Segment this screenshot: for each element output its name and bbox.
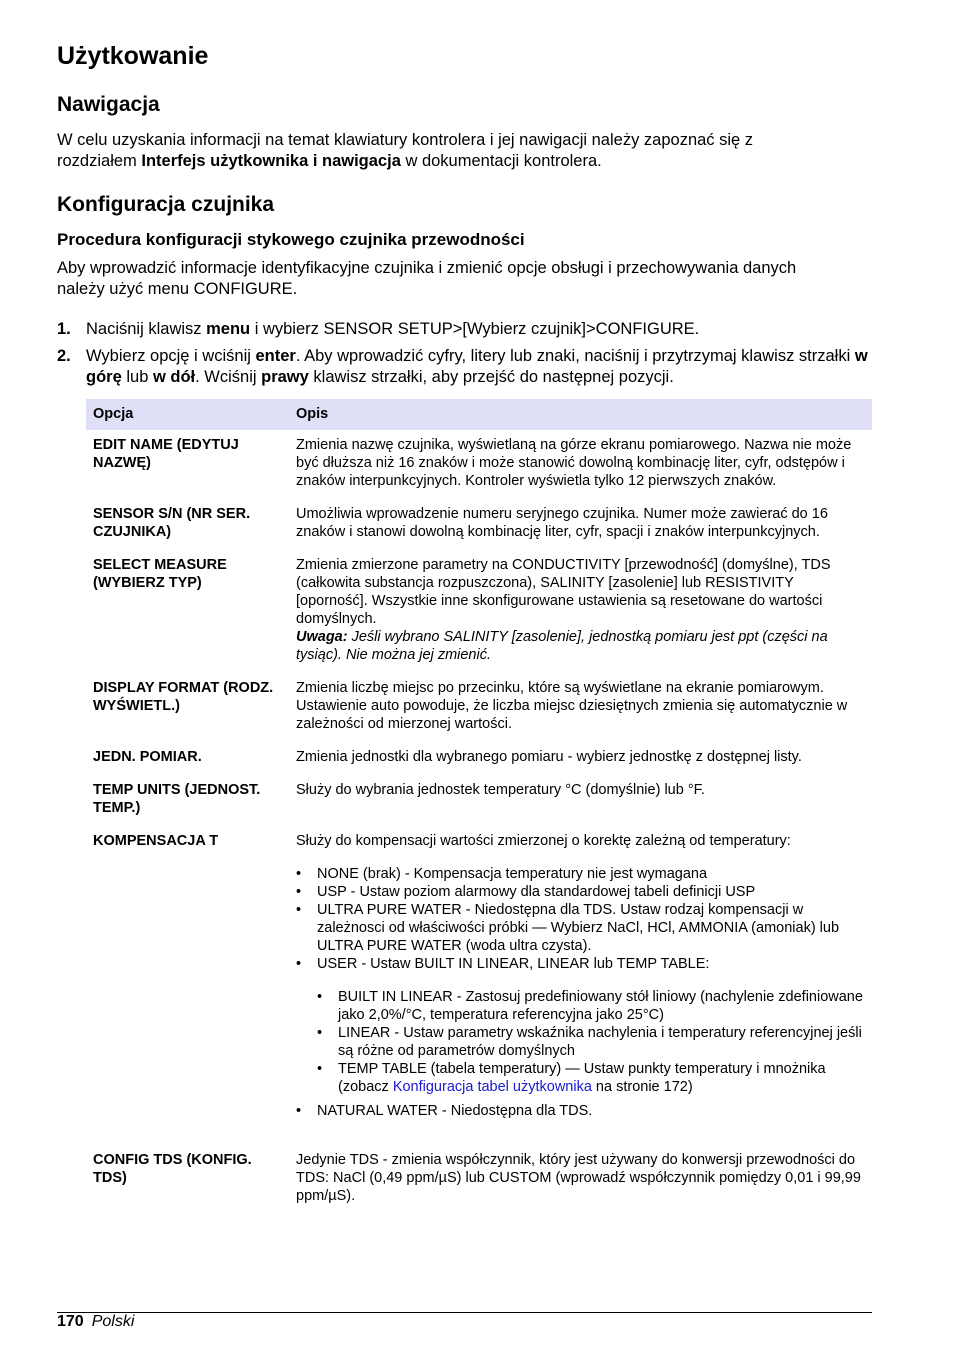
option-description: Służy do wybrania jednostek temperatury °C (domyślnie) lub °F.: [296, 782, 705, 798]
bullet-icon: •: [296, 1103, 302, 1119]
list-item: [296, 865, 865, 883]
step-text-part: Wybierz opcję i wciśnij: [86, 347, 256, 365]
step-number: 2.: [57, 347, 71, 365]
list-item: [296, 901, 865, 955]
page-footer: [57, 1313, 134, 1331]
bullet-list: [296, 865, 865, 1120]
bullet-icon: •: [296, 902, 302, 918]
config-intro-paragraph: Aby wprowadzić informacje identyfikacyjne czujnika i zmienić opcje obsługi i przechowywania danych należy użyć menu CONFIGURE.: [57, 259, 797, 298]
step-text-part: Naciśnij klawisz: [86, 320, 207, 338]
table-row: [86, 430, 872, 499]
sub-list-item: [317, 1024, 865, 1060]
option-description: Służy do kompensacji wartości zmierzonej o korektę zależną od temperatury:: [296, 833, 791, 849]
list-item: [296, 955, 865, 1096]
page-number: 170: [57, 1313, 84, 1330]
option-name: JEDN. POMIAR.: [93, 749, 202, 765]
list-item-text: TEMP TABLE (tabela temperatury) — Ustaw punkty temperatury i mnożnika (zobacz: [338, 1061, 826, 1095]
list-item-text: USER - Ustaw BUILT IN LINEAR, LINEAR lub TEMP TABLE:: [317, 956, 710, 972]
navigation-text-bold: Interfejs użytkownika i nawigacja: [141, 152, 401, 170]
step-text-part: . Wciśnij: [195, 368, 262, 386]
step-key-enter: enter: [255, 347, 296, 365]
list-item: [296, 1102, 865, 1120]
subsection-heading-procedure: Procedura konfiguracji stykowego czujnika przewodności: [57, 230, 525, 249]
sub-list-item: [317, 1060, 865, 1096]
step-text-part: i wybierz SENSOR SETUP>[Wybierz czujnik]>CONFIGURE.: [250, 320, 700, 338]
option-name: KOMPENSACJA T: [93, 833, 219, 849]
spacer: [296, 1120, 865, 1136]
table-row: [86, 826, 872, 1145]
step-key-up: w górę: [86, 347, 868, 386]
list-item-text: BUILT IN LINEAR - Zastosuj predefiniowany stół liniowy (nachylenie zdefiniowane jako 2,0%/°C, temperatura referencyjna jako 25°C): [338, 989, 863, 1023]
option-name: EDIT NAME (EDYTUJ NAZWĘ): [93, 437, 239, 471]
option-description: Zmienia jednostki dla wybranego pomiaru - wybierz jednostkę z dostępnej listy.: [296, 749, 802, 765]
bullet-icon: •: [296, 884, 302, 900]
footer-divider: [57, 1312, 872, 1313]
sub-bullet-list: [317, 988, 865, 1096]
step-text: [86, 346, 872, 388]
option-description: Zmienia nazwę czujnika, wyświetlaną na górze ekranu pomiarowego. Nazwa nie może być dłuższa niż 16 znaków i może stanowić dowolną kombinację liter, cyfr, odstępów i znaków interpunkcyjnych. Kontroler wyświetla tylko 12 pierwszych znaków.: [296, 437, 852, 489]
column-header-description: Opis: [289, 399, 872, 430]
table-header-row: [86, 399, 872, 430]
step-key-right: prawy: [261, 368, 309, 386]
bullet-icon: •: [296, 866, 302, 882]
bullet-icon: •: [317, 1025, 323, 1041]
navigation-text-pre: W celu uzyskania informacji na temat klawiatury kontrolera i jej nawigacji należy zapoznać się z rozdziałem: [57, 131, 754, 170]
options-table: [86, 399, 872, 1214]
option-description: Jedynie TDS - zmienia współczynnik, który jest używany do konwersji przewodności do TDS: NaCl (0,49 ppm/µS) lub CUSTOM (wprowadź współczynnik pomiędzy 0,01 i 99,99 ppm/µS).: [296, 1152, 861, 1204]
section-heading-config: Konfiguracja czujnika: [57, 193, 275, 216]
option-name: DISPLAY FORMAT (RODZ. WYŚWIETL.): [93, 680, 274, 714]
list-item-text: ULTRA PURE WATER - Niedostępna dla TDS. Ustaw rodzaj kompensacji w zależnosci od właściwości próbki — Wybierz NaCl, HCl, AMMONIA (amoniak) lub ULTRA PURE WATER (woda ultra czysta).: [317, 902, 840, 954]
list-item-text: USP - Ustaw poziom alarmowy dla standardowej tabeli definicji USP: [317, 884, 756, 900]
step-key-down: w dół: [152, 368, 196, 386]
table-row: [86, 499, 872, 550]
step-text-part: klawisz strzałki, aby przejść do następnej pozycji.: [308, 368, 674, 386]
option-name: SELECT MEASURE (WYBIERZ TYP): [93, 557, 227, 591]
page-title: Użytkowanie: [57, 42, 209, 70]
list-item: [296, 883, 865, 901]
option-description: Zmienia zmierzone parametry na CONDUCTIVITY [przewodność] (domyślne), TDS (całkowita substancja rozpuszczona), SALINITY [zasolenie] lub RESISTIVITY [oporność]. Wszystkie inne skonfigurowane ustawienia są resetowane do wartości domyślnych.: [296, 557, 831, 627]
list-item-text: LINEAR - Ustaw parametry wskaźnika nachylenia i temperatury referencyjnej jeśli są różne od parametrów domyślnych: [338, 1025, 862, 1059]
bullet-icon: •: [296, 956, 302, 972]
list-item-text: NATURAL WATER - Niedostępna dla TDS.: [317, 1103, 593, 1119]
step-text: [86, 319, 872, 340]
table-row: [86, 742, 872, 775]
navigation-text-post: w dokumentacji kontrolera.: [400, 152, 602, 170]
note-text: Jeśli wybrano SALINITY [zasolenie], jednostką pomiaru jest ppt (części na tysiąc). Nie można jej zmienić.: [296, 629, 828, 663]
list-item-text: NONE (brak) - Kompensacja temperatury nie jest wymagana: [317, 866, 708, 882]
option-description: Zmienia liczbę miejsc po przecinku, które są wyświetlane na ekranie pomiarowym. Ustawienie auto powoduje, że liczba miejsc dziesiętnych zmienia się automatycznie w zależności od mierzonej wartości.: [296, 680, 848, 732]
user-table-config-link[interactable]: Konfiguracja tabel użytkownika: [392, 1079, 592, 1095]
list-item-text: na stronie 172): [591, 1079, 693, 1095]
option-name: CONFIG TDS (KONFIG. TDS): [93, 1152, 252, 1186]
step-text-part: lub: [121, 368, 153, 386]
note-label: Uwaga:: [296, 629, 348, 645]
bullet-icon: •: [317, 1061, 323, 1077]
footer-language: Polski: [91, 1313, 135, 1330]
table-row: [86, 673, 872, 742]
option-name: TEMP UNITS (JEDNOST. TEMP.): [93, 782, 261, 816]
table-row: [86, 550, 872, 673]
option-description-cell: [289, 550, 872, 673]
column-header-option: Opcja: [86, 399, 289, 430]
table-row: [86, 1145, 872, 1214]
section-heading-navigation: Nawigacja: [57, 93, 160, 116]
option-description-cell: [289, 826, 872, 1145]
option-name: SENSOR S/N (NR SER. CZUJNIKA): [93, 506, 251, 540]
option-description: Umożliwia wprowadzenie numeru seryjnego czujnika. Numer może zawierać do 16 znaków i stanowi dowolną kombinację liter, cyfr, spacji i znaków interpunkcyjnych.: [296, 506, 828, 540]
step-text-part: . Aby wprowadzić cyfry, litery lub znaki, naciśnij i przytrzymaj klawisz strzałki: [295, 347, 855, 365]
step-number: 1.: [57, 320, 71, 338]
table-row: [86, 775, 872, 826]
sub-list-item: [317, 988, 865, 1024]
option-note: [296, 628, 865, 664]
navigation-paragraph: [57, 130, 827, 172]
step-key-menu: menu: [206, 320, 251, 338]
bullet-icon: •: [317, 989, 323, 1005]
